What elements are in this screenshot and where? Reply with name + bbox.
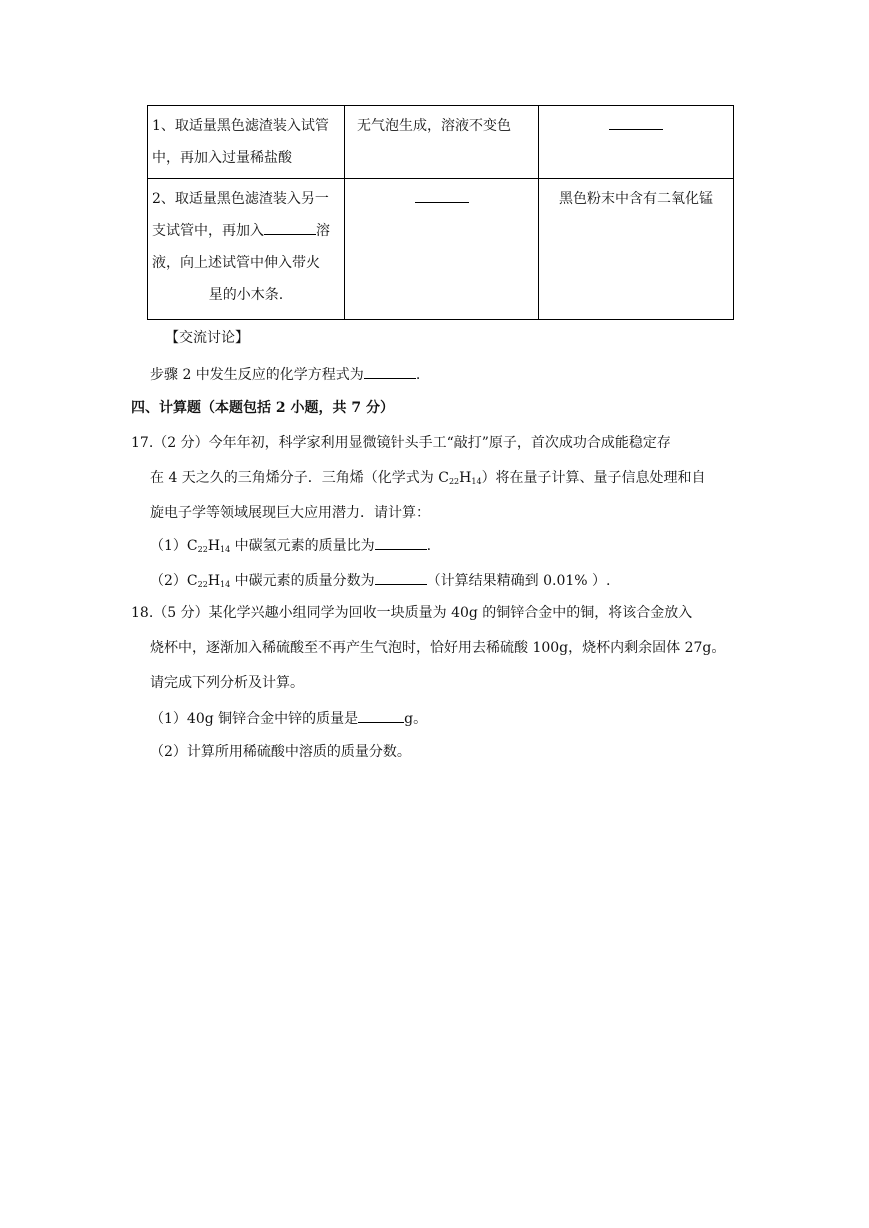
step-text: 星的小木条.	[208, 287, 284, 303]
question-17-line: 在 4 天之久的三角烯分子．三角烯（化学式为 $C_{22}H_{14}$）将在量子计算、量子信息处理和自	[150, 470, 706, 486]
question-18-part-1: （1）40g 铜锌合金中锌的质量是 g。	[150, 706, 427, 728]
conclusion-cell	[539, 106, 734, 179]
discussion-heading: 【交流讨论】	[165, 330, 249, 346]
question-17-part-2: $(2)C_{22}H_{14}$ 中碳元素的质量分数为 （计算结果精确到 0.01% ）.	[150, 568, 611, 590]
answer-blank[interactable]	[364, 362, 416, 379]
phenomenon-cell	[345, 106, 539, 179]
table-row	[148, 179, 734, 320]
answer-blank[interactable]	[415, 186, 469, 203]
step-text: 溶	[316, 223, 330, 239]
answer-blank[interactable]	[609, 113, 663, 130]
table-row	[148, 106, 734, 179]
answer-blank[interactable]	[375, 533, 427, 550]
question-18-line: 烧杯中，逐渐加入稀硫酸至不再产生气泡时，恰好用去稀硫酸 100g，烧杯内剩余固体 27g。	[150, 640, 726, 656]
step-cell	[148, 106, 345, 179]
conclusion-text: 黑色粉末中含有二氧化锰	[559, 191, 713, 207]
discussion-text: 步骤 2 中发生反应的化学方程式为 .	[150, 362, 420, 384]
phenomenon-cell	[345, 179, 539, 320]
question-18-line: 18.（5 分）某化学兴趣小组同学为回收一块质量为 40g 的铜锌合金中的铜，将该合金放入	[131, 605, 693, 621]
step-text: 支试管中，再加入	[152, 223, 264, 239]
question-18-part-2: （2）计算所用稀硫酸中溶质的质量分数。	[150, 744, 411, 760]
question-18-line: 请完成下列分析及计算。	[150, 675, 304, 691]
question-17-line: 17.（2 分）今年年初，科学家利用显微镜针头手工“敲打”原子，首次成功合成能稳定存	[131, 435, 671, 451]
answer-blank[interactable]	[264, 218, 316, 235]
step-text: 液，向上述试管中伸入带火	[152, 255, 320, 271]
conclusion-cell	[539, 179, 734, 320]
section-heading: 四、计算题（本题包括 2 小题，共 7 分）	[131, 400, 394, 416]
question-17-line: 旋电子学等领域展现巨大应用潜力．请计算：	[150, 505, 430, 521]
question-17-part-1: $(1)C_{22}H_{14}$ 中碳氢元素的质量比为 .	[150, 533, 431, 555]
step-text: 2、取适量黑色滤渣装入另一	[152, 191, 329, 207]
step-text: 1、取适量黑色滤渣装入试管	[152, 118, 329, 134]
phenomenon-text: 无气泡生成，溶液不变色	[357, 118, 511, 134]
answer-blank[interactable]	[375, 568, 427, 585]
answer-blank[interactable]	[358, 706, 404, 723]
experiment-table	[147, 105, 734, 320]
step-text: 中，再加入过量稀盐酸	[152, 150, 292, 166]
step-cell	[148, 179, 345, 320]
